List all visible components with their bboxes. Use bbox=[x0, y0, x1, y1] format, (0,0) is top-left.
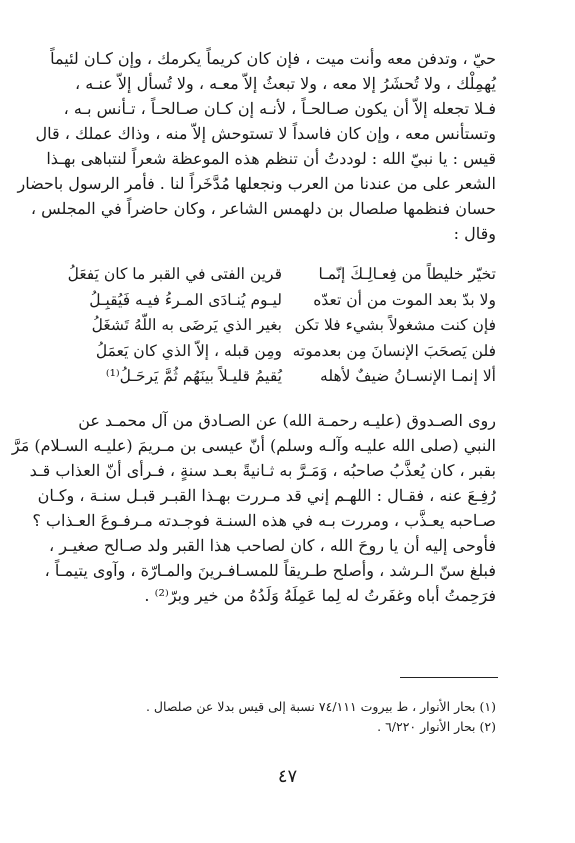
poem-verse bbox=[84, 364, 496, 390]
poem bbox=[67, 262, 496, 390]
footnote-separator bbox=[400, 677, 498, 678]
text-line: حسان فنظمها صلصال بن دلهمس الشاعر ، وكان حاضراً في المجلس ، bbox=[30, 199, 496, 218]
text-line: فبلغ سنّ الـرشد ، وأصلح طـريقاً للمسـافـرينَ والمـارّة ، وآوى يتيمـاً ، bbox=[44, 561, 496, 580]
text-line: وقال : bbox=[453, 224, 496, 243]
paragraph-sermon-continuation bbox=[17, 46, 496, 246]
text-line: فرَحِمتُ أباه وغفَرتُ له لِما عَمِلَهُ وَلَدُهُ من خير وبرّ⁽²⁾ . bbox=[144, 586, 496, 605]
verse-second-hemistich: يُقيمُ قليـلاً بينَهُم ثُمَّ يَرحَـلُ⁽¹⁾ bbox=[105, 367, 282, 385]
verse-first-hemistich: تخيّر خليطاً من فِعـالِـكَ إنّمـا bbox=[318, 265, 496, 283]
text-line: فأوحى إليه أن يا روحَ الله ، كان لصاحب هذا القبر ولد صـالح صغيـر ، bbox=[48, 536, 496, 555]
verse-second-hemistich: ليـوم يُنـادَى المـرءُ فيـه فَيُقبِـلُ bbox=[89, 290, 282, 309]
paragraph-hadith bbox=[11, 408, 496, 608]
text-line: فـلا تجعله إلاّ أن يكون صـالحـاً ، لأنـه إن كـان صـالحـاً ، تـأنس بـه ، bbox=[63, 99, 496, 118]
verse-second-hemistich: بغير الذي يَرضَى به اللّهُ تَشغَلُ bbox=[91, 316, 282, 334]
footnote-2: (٢) بحار الأنوار ٦/٢٢٠ . bbox=[377, 719, 496, 734]
footnotes bbox=[84, 697, 496, 737]
poem-verse bbox=[67, 262, 496, 288]
poem-verse bbox=[84, 288, 496, 314]
verse-second-hemistich: قرين الفتى في القبر ما كان يَفعَلُ bbox=[67, 265, 282, 283]
footnote-1: (١) بحار الأنوار ، ط بيروت ٧٤/١١١ نسبة إلى قيس بدلا عن صلصال . bbox=[145, 699, 496, 714]
text-line: صـاحبه يعـذَّب ، ومررت بـه في هذه السنـة فوجـدته مـرفـوعَ العـذاب ؟ bbox=[32, 511, 496, 530]
text-line: حيّ ، وتدفن معه وأنت ميت ، فإن كان كريماً يكرمك ، وإن كـان لئيماً bbox=[50, 49, 496, 68]
text-line: الشعر على من عندنا من العرب ونجعلها مُدَّخَراً لنا . فأمر الرسول باحضار bbox=[17, 174, 496, 193]
poem-verse bbox=[84, 339, 496, 365]
text-line: النبي (صلى الله عليـه وآلـه وسلم) أنّ عيسى بن مـريمَ (عليـه السـلام) مَرَّ bbox=[11, 436, 496, 455]
text-line: روى الصـدوق (عليـه رحمـة الله) عن الصـادق من آل محمـد عن bbox=[78, 411, 496, 430]
verse-first-hemistich: ولا بدّ بعد الموت من أن تعدّه bbox=[313, 290, 496, 309]
verse-first-hemistich: فإن كنت مشغولاً بشيء فلا تكن bbox=[294, 316, 496, 334]
poem-verse bbox=[84, 313, 496, 339]
text-line: رُفِـعَ عنه ، فقـال : اللهـم إني قد مـررت بهـذا القبـر قبـل سنـة ، وكـان bbox=[37, 486, 496, 505]
text-line: يُهمِلْك ، ولا تُحشَرُ إلا معه ، ولا تبعثُ إلاّ معـه ، ولا تُسأل إلاّ عنـه ، bbox=[74, 74, 496, 93]
text-line: قيس : يا نبيّ الله : لوددتُ أن تنظم هذه الموعظة شعراً لنتباهى بهـذا bbox=[46, 149, 496, 168]
text-line: وتستأنس معه ، وإن كان فاسداً لا تستوحش إلاّ منه ، وذاك عملك ، قال bbox=[35, 124, 496, 143]
verse-first-hemistich: فلن يَصحَبَ الإنسانَ مِن بعدموته bbox=[292, 341, 496, 360]
page-number: ٤٧ bbox=[277, 766, 298, 787]
verse-first-hemistich: ألا إنمـا الإنسـانُ ضيفٌ لأهله bbox=[320, 367, 496, 385]
verse-second-hemistich: ومِن قبله ، إلاّ الذي كان يَعمَلُ bbox=[95, 341, 282, 360]
text-line: بقبر ، كان يُعذَّبُ صاحبُه ، وَمَـرَّ به ثـانيةً بعـد سنةٍ ، فـرأى أنّ العذاب قـد bbox=[29, 461, 496, 480]
